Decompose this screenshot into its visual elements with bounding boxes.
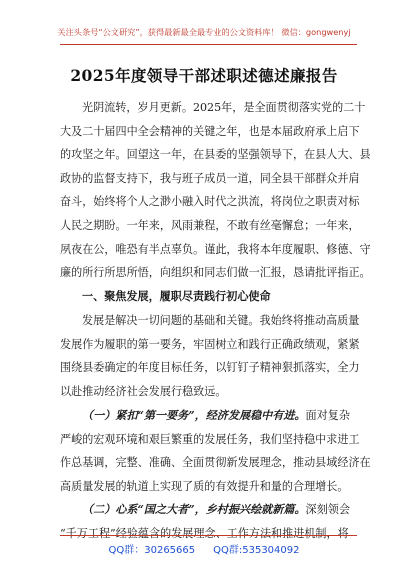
subsection-economy xyxy=(60,404,371,498)
document-title: 2025年度领导干部述职述德述廉报告 xyxy=(70,66,338,85)
text-line: 夙夜在公，唯恐有半点辜负。谨此，我将本年度履职、修德、守 xyxy=(60,242,371,256)
text-line: 大及二十届四中全会精神的关键之年，也是本届政府承上启下 xyxy=(60,124,360,138)
text-line: 围绕县委确定的年度目标任务，以钉钉子精神狠抓落实，全力 xyxy=(60,361,360,375)
text-line: 作总基调，完整、准确、全面贯彻新发展理念，推动县域经济在 xyxy=(60,456,371,470)
footer-divider xyxy=(60,535,357,536)
footer-qq-group-2: QQ群:535304092 xyxy=(213,545,300,556)
subsection-lead-text: 面对复杂 xyxy=(305,409,350,422)
subsection-heading: （二）心系“国之大者”，乡村振兴绘就新篇。 xyxy=(82,503,306,516)
text-line: 发展作为履职的第一要务，牢固树立和践行正确政绩观，紧紧 xyxy=(60,337,360,351)
text-line: 以赴推动经济社会发展行稳致远。 xyxy=(60,384,227,398)
footer-qq-group-1: QQ群：30265665 xyxy=(108,545,196,556)
text-line: 人民之期盼。一年来，风雨兼程，不敢有丝毫懈怠；一年来， xyxy=(60,218,360,232)
section-heading-block xyxy=(60,285,357,309)
text-line: 政协的监督支持下，我与班子成员一道，同全县干部群众并肩 xyxy=(60,171,360,185)
text-line: 的攻坚之年。回望这一年，在县委的坚强领导下，在县人大、县 xyxy=(60,148,371,162)
footer xyxy=(0,541,408,556)
subsection-rural xyxy=(60,498,357,545)
text-line: 高质量发展的轨道上实现了质的有效提升和量的合理增长。 xyxy=(60,479,349,493)
subsection-first-line xyxy=(60,498,357,522)
header-note: 关注头条号“公文研究”，获得最新最全最专业的公文资料库！ 微信：gongwenyj xyxy=(57,27,351,37)
text-line: 发展是解决一切问题的基础和关键。我始终将推动高质量 xyxy=(82,314,360,327)
paragraph-intro xyxy=(60,96,371,285)
subsection-lead-text: 深刻领会 xyxy=(305,503,350,516)
paragraph-development xyxy=(60,309,360,403)
text-line: 奋斗，始终将个人之渺小融入时代之洪流，将岗位之职责对标 xyxy=(60,195,360,209)
header-divider xyxy=(60,44,357,45)
text-line: 光阴流转，岁月更新。2025年，是全面贯彻落实党的二十 xyxy=(82,101,366,114)
text-line: “千万工程”经验蕴含的发展理念、工作方法和推进机制，将 xyxy=(60,526,349,540)
text-line: 廉的所行所思所悟，向组织和同志们做一汇报，恳请批评指正。 xyxy=(60,266,371,280)
section-heading: 一、聚焦发展，履职尽责践行初心使命 xyxy=(82,290,271,303)
subsection-heading: （一）紧扣“第一要务”，经济发展稳中有进。 xyxy=(82,409,306,422)
subsection-first-line xyxy=(60,404,357,428)
text-line: 严峻的宏观环境和艰巨繁重的发展任务，我们坚持稳中求进工 xyxy=(60,432,360,446)
